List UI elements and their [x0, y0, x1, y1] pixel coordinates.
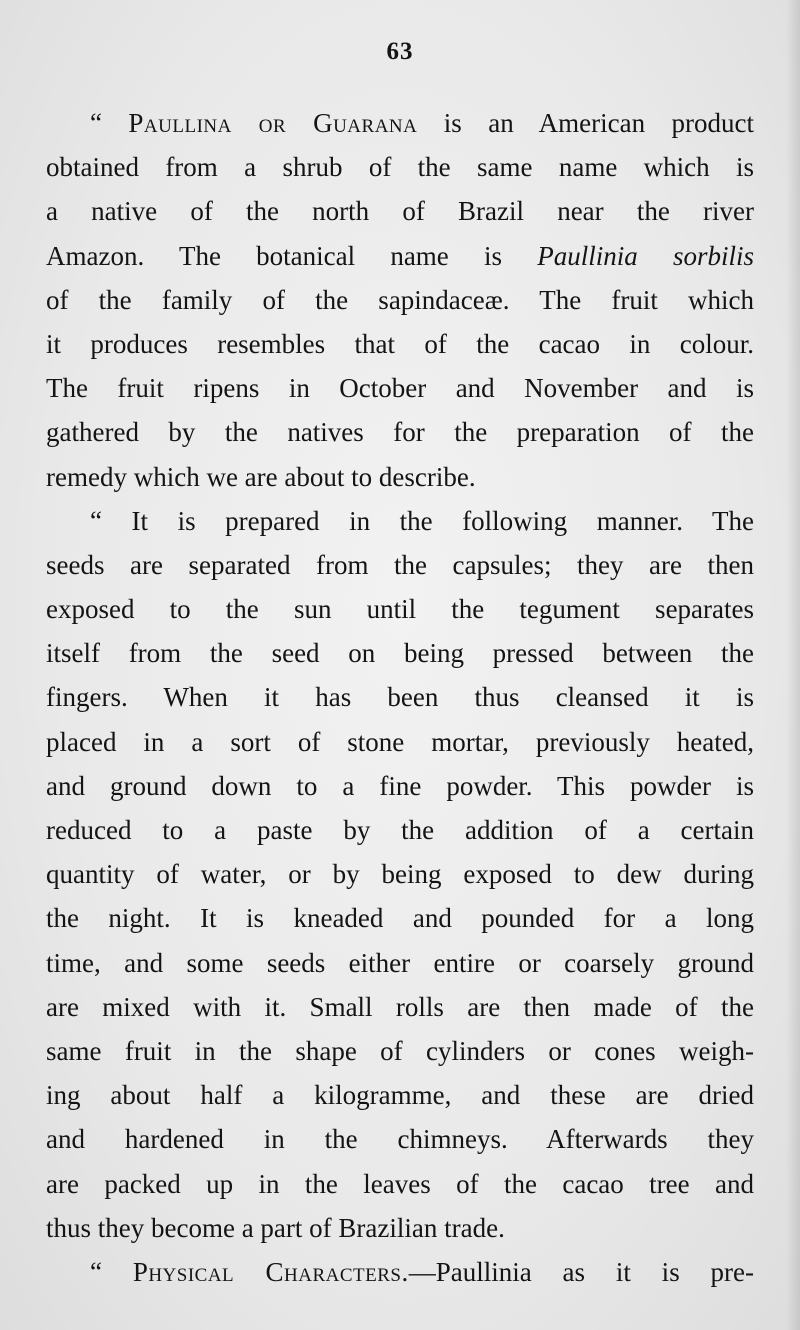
paragraph-1-line-6: it produces resembles that of the cacao in colour. [46, 328, 754, 359]
paragraph-2-line-4: itself from the seed on being pressed between the [46, 638, 754, 669]
paragraph-2-line-3: exposed to the sun until the tegument separates [46, 594, 754, 625]
paragraph-1-line-4 [46, 234, 754, 278]
botanical-name: Paullinia sorbilis [537, 240, 754, 271]
paragraph-2-line-12: are mixed with it. Small rolls are then made of the [46, 991, 754, 1022]
opening-quote: “ [90, 108, 102, 138]
paragraph-1-line-7: The fruit ripens in October and November and is [46, 373, 754, 404]
paragraph-2-line-17: thus they become a part of Brazilian trade. [46, 1212, 505, 1243]
paragraph-2-line-2: seeds are separated from the capsules; they are then [46, 549, 754, 580]
text-run: Amazon. The botanical name is [46, 240, 538, 271]
opening-quote: “ [90, 1256, 102, 1287]
page-edge-shadow [786, 0, 800, 1330]
paragraph-2-line-1: “ It is prepared in the following manner. The [90, 505, 754, 536]
paragraph-1-line-8: gathered by the natives for the preparation of the [46, 417, 754, 448]
paragraph-2-line-10: the night. It is kneaded and pounded for a long [46, 903, 754, 934]
paragraph-2-line-8: reduced to a paste by the addition of a certain [46, 815, 754, 845]
section-heading-physical-characters: Physical Characters. [132, 1256, 409, 1287]
paragraph-2-line-15: and hardened in the chimneys. Afterwards they [46, 1124, 754, 1155]
paragraph-2-line-9: quantity of water, or by being exposed to dew during [46, 859, 754, 890]
text-run: is an American product [417, 108, 754, 138]
page-number: 63 [386, 38, 414, 65]
paragraph-1-line-2: obtained from a shrub of the same name which is [46, 152, 754, 183]
paragraph-1-line-1 [46, 101, 754, 145]
paragraph-2-line-16: are packed up in the leaves of the cacao tree and [46, 1168, 754, 1199]
paragraph-1-line-9: remedy which we are about to describe. [46, 461, 476, 492]
paragraph-1-line-5: of the family of the sapindaceæ. The fruit which [46, 284, 754, 315]
body-text [46, 101, 754, 1294]
paragraph-2-line-11: time, and some seeds either entire or coarsely ground [46, 947, 754, 978]
text-run: —Paullinia as it is pre- [408, 1256, 754, 1287]
paragraph-2-line-13: same fruit in the shape of cylinders or cones weigh- [46, 1035, 754, 1066]
paragraph-2-line-5: fingers. When it has been thus cleansed it is [46, 682, 754, 713]
section-heading-paullina: Paullina or Guarana [128, 108, 418, 138]
paragraph-2-line-7: and ground down to a fine powder. This powder is [46, 770, 754, 801]
paragraph-2-line-6: placed in a sort of stone mortar, previously heated, [46, 726, 754, 757]
paragraph-2-line-14: ing about half a kilogramme, and these are dried [46, 1080, 754, 1111]
paragraph-1-line-3: a native of the north of Brazil near the river [46, 196, 754, 227]
paragraph-3-line-1 [46, 1250, 754, 1294]
